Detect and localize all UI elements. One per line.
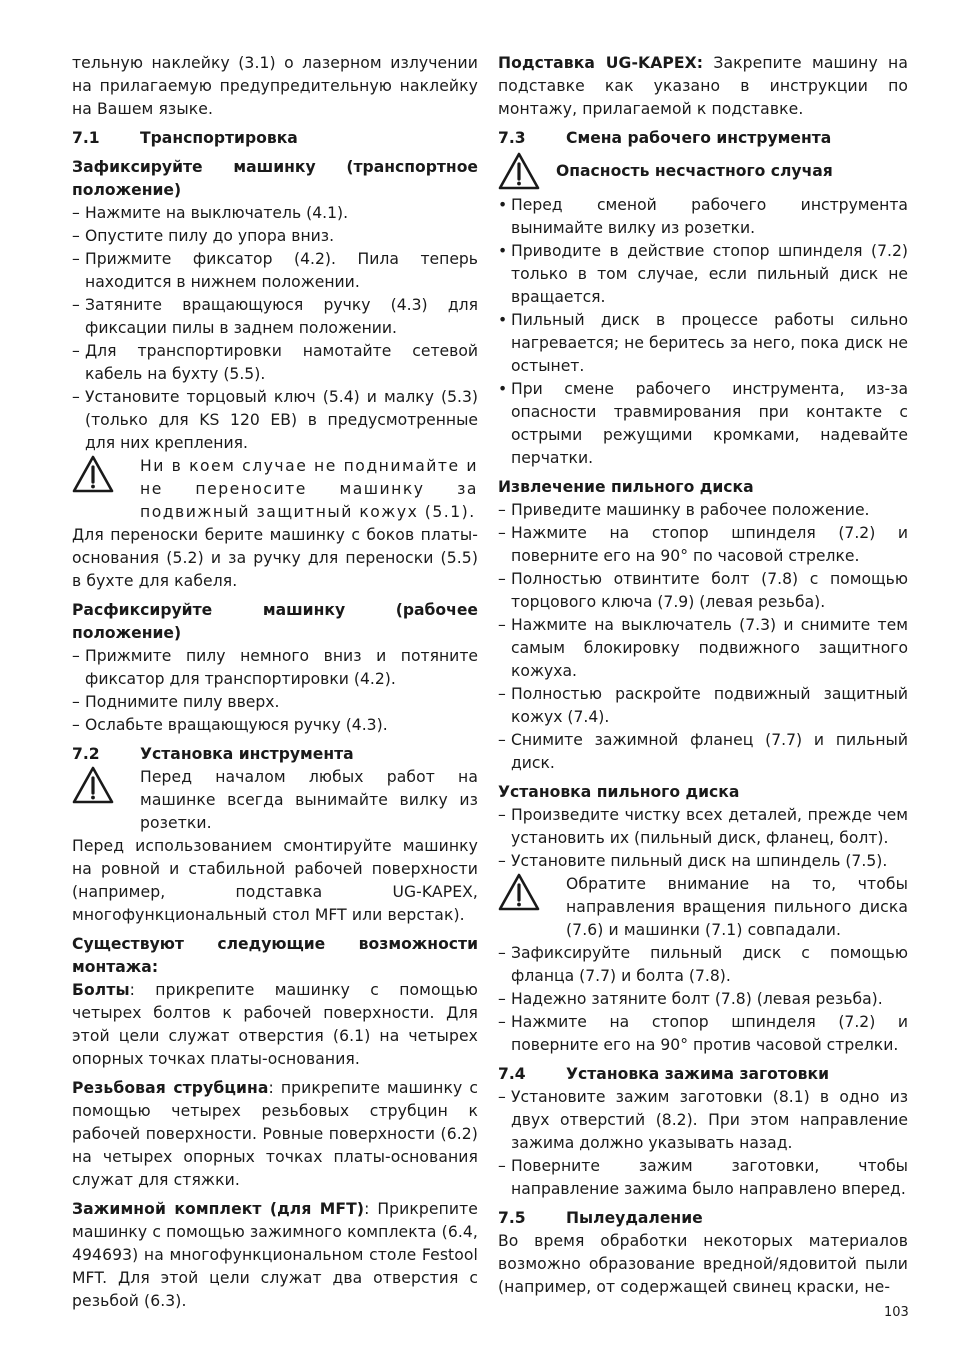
section-number: 7.2 [72, 745, 100, 763]
removal-heading: Извлечение пильного диска [498, 478, 754, 496]
section-title: Транспортировка [140, 129, 298, 147]
list-item: – Снимите зажимной фланец (7.7) и пильный диск. [498, 729, 908, 775]
section-number: 7.1 [72, 129, 100, 147]
bolts-label: Болты [72, 981, 130, 999]
section-7-4-heading [498, 1063, 908, 1086]
section-number: 7.3 [498, 129, 526, 147]
warning-triangle-icon [72, 455, 114, 493]
list-item: – Установите зажим заготовки (8.1) в одно из двух отверстий (8.2). При этом направление зажима должно указывать назад. [498, 1086, 908, 1155]
carry-paragraph: Для переноски берите машинку с боков платы-основания (5.2) и за ручку для переноски (5.5) в бухте для кабеля. [72, 526, 478, 590]
warning-text: Перед началом любых работ на машинке всегда вынимайте вилку из розетки. [140, 768, 478, 832]
list-item: • Приводите в действие стопор шпинделя (7.2) только в том случае, если пильный диск не вращается. [498, 240, 908, 309]
list-item: – Надежно затяните болт (7.8) (левая резьба). [498, 988, 908, 1011]
danger-block [498, 152, 908, 190]
warning-triangle-icon [72, 766, 114, 804]
section-number: 7.4 [498, 1065, 526, 1083]
list-item: – Опустите пилу до упора вниз. [72, 225, 478, 248]
kit-label: Зажимной комплект (для MFT) [72, 1200, 365, 1218]
list-item: – Ослабьте вращающуюся ручку (4.3). [72, 714, 478, 737]
list-item: • Перед сменой рабочего инструмента вынимайте вилку из розетки. [498, 194, 908, 240]
bolts-paragraph [72, 979, 478, 1071]
list-item: – Прижмите фиксатор (4.2). Пила теперь находится в нижнем положении. [72, 248, 478, 294]
mounting-options-heading: Существуют следующие возможности монтажа: [72, 935, 478, 976]
warning-triangle-icon [498, 873, 540, 911]
bolts-text: : прикрепите машинку с помощью четырех болтов к рабочей поверхности. Для этой цели служат отверстия (6.1) на четырех опорных точках платы-основания. [72, 981, 478, 1068]
section-7-5-heading [498, 1207, 908, 1230]
section-title: Установка инструмента [140, 745, 354, 763]
stand-label: Подставка UG-KAPEX: [498, 54, 704, 72]
list-item: – Установите торцовый ключ (5.4) и малку (5.3) (только для KS 120 EB) в предусмотренные для них крепления. [72, 386, 478, 455]
clamp-text: : прикрепите машинку с помощью четырех резьбовых струбцин к рабочей поверхности. Ровные поверхности (6.2) на четырех опорных точках платы-основания служат для стяжки. [72, 1079, 478, 1189]
list-item: – Нажмите на стопор шпинделя (7.2) и поверните его на 90° против часовой стрелки. [498, 1011, 908, 1057]
section-7-1-heading [72, 127, 478, 150]
list-item: – Для транспортировки намотайте сетевой кабель на бухту (5.5). [72, 340, 478, 386]
kit-paragraph [72, 1198, 478, 1313]
section-7-3-heading [498, 127, 908, 150]
warning-text: Обратите внимание на то, чтобы направления вращения пильного диска (7.6) и машинки (7.1) совпадали. [566, 875, 908, 939]
list-item: – Полностью отвинтите болт (7.8) с помощью торцового ключа (7.9) (левая резьба). [498, 568, 908, 614]
warning-block [498, 873, 908, 942]
transport-fix-steps [72, 202, 478, 455]
right-column [498, 52, 908, 1299]
stand-text: Закрепите машину на подставке как указано в инструкции по монтажу, прилагаемой к подставке. [498, 54, 908, 118]
list-item: • При смене рабочего инструмента, из-за опасности травмирования при контакте с острыми режущими кромками, надевайте перчатки. [498, 378, 908, 470]
list-item: – Зафиксируйте пильный диск с помощью фланца (7.7) и болта (7.8). [498, 942, 908, 988]
transport-fix-heading: Зафиксируйте машинку (транспортное положение) [72, 158, 478, 199]
section-title: Смена рабочего инструмента [566, 129, 832, 147]
list-item: – Полностью раскройте подвижный защитный кожух (7.4). [498, 683, 908, 729]
section-7-2-heading [72, 743, 478, 766]
kit-text: : Прикрепите машинку с помощью зажимного комплекта (6.4, 494693) на многофункциональном столе Festool MFT. Для этой цели служат два отверстия с резьбой (6.3). [72, 1200, 478, 1310]
dust-extraction-paragraph: Во время обработки некоторых материалов возможно образование вредной/ядовитой пыли (например, от содержащей свинец краски, не- [498, 1232, 908, 1296]
left-column [72, 52, 478, 1313]
section-title: Пылеудаление [566, 1209, 703, 1227]
clamp-install-steps [498, 1086, 908, 1201]
mounting-paragraph: Перед использованием смонтируйте машинку на ровной и стабильной рабочей поверхности (например, подставка UG-KAPEX, многофункциональный стол MFT или верстак). [72, 837, 478, 924]
list-item: – Поднимите пилу вверх. [72, 691, 478, 714]
section-title: Установка зажима заготовки [566, 1065, 830, 1083]
intro-paragraph: тельную наклейку (3.1) о лазерном излучении на прилагаемую предупредительную наклейку на Вашем языке. [72, 54, 478, 118]
list-item: – Нажмите на выключатель (7.3) и снимите тем самым блокировку подвижного защитного кожуха. [498, 614, 908, 683]
clamp-label: Резьбовая струбцина [72, 1079, 269, 1097]
list-item: – Прижмите пилу немного вниз и потяните фиксатор для транспортировки (4.2). [72, 645, 478, 691]
list-item: – Установите пильный диск на шпиндель (7.5). [498, 850, 908, 873]
safety-bullets [498, 194, 908, 470]
warning-block [72, 766, 478, 835]
list-item: – Произведите чистку всех деталей, прежде чем установить их (пильный диск, фланец, болт). [498, 804, 908, 850]
list-item: – Приведите машинку в рабочее положение. [498, 499, 908, 522]
install-steps-continued [498, 942, 908, 1057]
warning-triangle-icon [498, 152, 540, 190]
install-heading: Установка пильного диска [498, 783, 740, 801]
warning-text: Ни в коем случае не поднимайте и не переносите машинку за подвижный защитный кожух (5.1). [140, 457, 478, 521]
list-item: • Пильный диск в процессе работы сильно нагревается; не беритесь за него, пока диск не остынет. [498, 309, 908, 378]
list-item: – Поверните зажим заготовки, чтобы направление зажима было направлено вперед. [498, 1155, 908, 1201]
warning-block [72, 455, 478, 524]
clamp-paragraph [72, 1077, 478, 1192]
page-number: 103 [884, 1305, 909, 1320]
stand-paragraph [498, 52, 908, 121]
install-steps [498, 804, 908, 873]
working-position-heading: Расфиксируйте машинку (рабочее положение) [72, 601, 478, 642]
danger-title: Опасность несчастного случая [556, 162, 833, 180]
list-item: – Затяните вращающуюся ручку (4.3) для фиксации пилы в заднем положении. [72, 294, 478, 340]
section-number: 7.5 [498, 1209, 526, 1227]
working-position-steps [72, 645, 478, 737]
removal-steps [498, 499, 908, 775]
list-item: – Нажмите на стопор шпинделя (7.2) и поверните его на 90° по часовой стрелке. [498, 522, 908, 568]
list-item: – Нажмите на выключатель (4.1). [72, 202, 478, 225]
